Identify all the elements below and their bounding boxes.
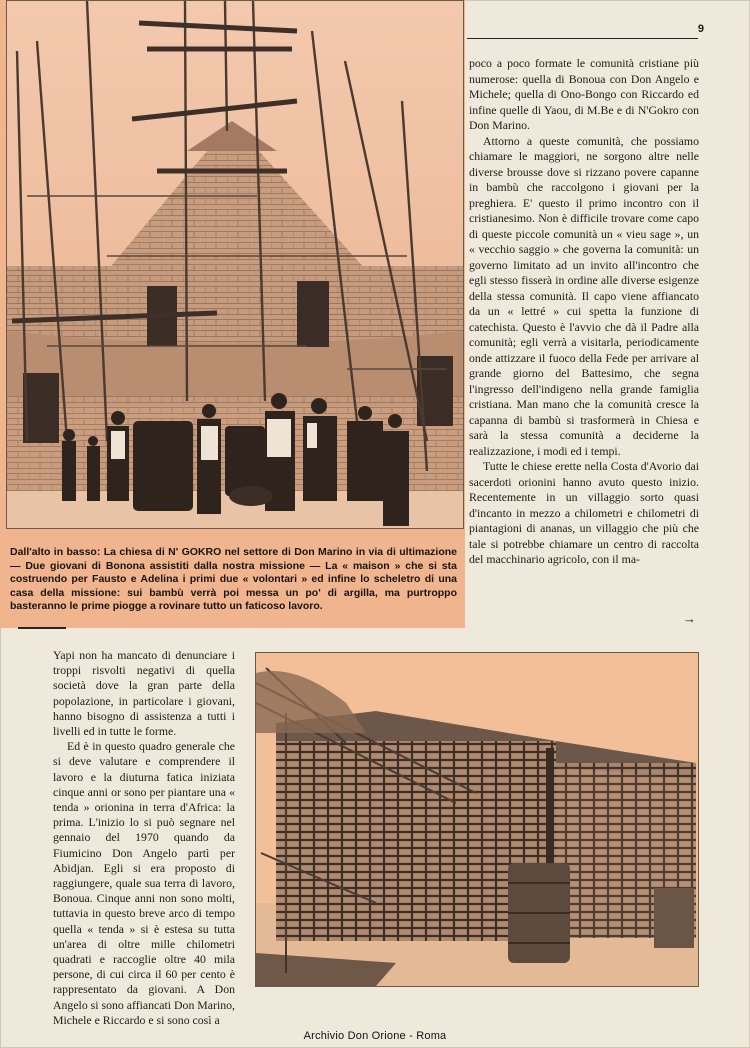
- left-paragraph-2: Ed è in questo quadro generale che si deve valutare e comprendere il lavoro e la diuturna fatica iniziata cinque anni or sono per piantare una « tenda » orionina in terra d'Africa: la prima. L'inizio lo si può segnare nel gennaio del 1970 quando da Fiumicino Don Angelo partì per Abidjan. Egli si era proposto di raggiungere, quale sua terra di lavoro, Bonoua. Cinque anni non sono molti, tuttavia in questo breve arco di tempo quella « tenda » si è estesa su tutta un'area di oltre mille chilometri quadrati e raccoglie oltre 40 mila persone, di cui circa il 60 per cento è rappresentato da giovani. A Don Angelo si sono affiancati Don Marino, Michele e Riccardo e si sono così a: [53, 739, 235, 1027]
- photo-caption: Dall'alto in basso: La chiesa di N' GOKRO nel settore di Don Marino in via di ultimazione — Due giovani di Bonona assistiti dalla nostra missione — La « maison » che si sta costruendo per Fausto e Adelina i primi due « volontari » ed infine lo scheletro di una casa della missione: sui bambù verrà poi messa un po' di argilla, ma purtroppo basteranno le prime piogge a rovinare tutto un faticoso lavoro.: [10, 546, 457, 613]
- header-rule: [467, 38, 698, 39]
- archive-footer: Archivio Don Orione - Roma: [303, 1030, 447, 1042]
- left-text-column: [53, 648, 235, 1028]
- photo-bamboo-house: [255, 652, 699, 987]
- church-photo-illustration: [7, 1, 463, 528]
- photo-church-construction: [6, 0, 464, 529]
- bamboo-house-illustration: [256, 653, 698, 986]
- continue-arrow: →: [683, 611, 696, 626]
- page-number: 9: [697, 23, 704, 35]
- right-text-column: [469, 56, 699, 568]
- right-paragraph-2: Attorno a queste comunità, che possiamo chiamare le maggiori, ne sorgono altre nelle diverse brousse dove si rizzano povere capanne in bambù che raccolgono i giovani per la preghiera. E' questo il primo incontro con il cristianesimo. Non è difficile trovare come capo di queste piccole comunità un « vieu sage », un « vecchio saggio » che governa la comunità: un governo limitato ad un invito all'incontro che egli stesso fisserà in ordine alle diverse esigenze della stessa comunità. Il capo viene affiancato da un « lettré » cui spetta la funzione di catechista. Questo è l'avvio che dà il Padre alla comunità; egli verrà a visitarla, periodicamente onde attizzare il fuoco della Fede per arrivare al grande giorno del Battesimo, che segna l'ingresso dell'indigeno nella grande famiglia cristiana. Man mano che la comunità cresce la capanna di bambù si trasformerà in Chiesa e sarà la stessa comunità a deciderne la realizzazione, i modi ed i tempi.: [469, 133, 699, 458]
- left-paragraph-1: Yapi non ha mancato di denunciare i troppi risvolti negativi di quella società dove la gran parte della popolazione, in particolare i giovani, hanno bisogno di assistenza a tutti i livelli ed in tutte le forme.: [53, 648, 235, 739]
- right-paragraph-3: Tutte le chiese erette nella Costa d'Avorio dai sacerdoti orionini hanno avuto questo inizio. Recentemente in un villaggio sorto quasi d'incanto in mezzo a chilometri e chilometri di piantagioni di ananas, un villaggio che più che tale si potrebbe chiamare un centro di raccolta del macchinario agricolo, con il ma-: [469, 459, 699, 566]
- right-paragraph-1: poco a poco formate le comunità cristiane più numerose: quella di Bonoua con Don Angelo e Michele; quella di Ono-Bongo con Riccardo ed infine quelle di Yaou, di M.Be e di N'Gokro con Don Marino.: [469, 56, 699, 132]
- caption-rule: [18, 627, 66, 629]
